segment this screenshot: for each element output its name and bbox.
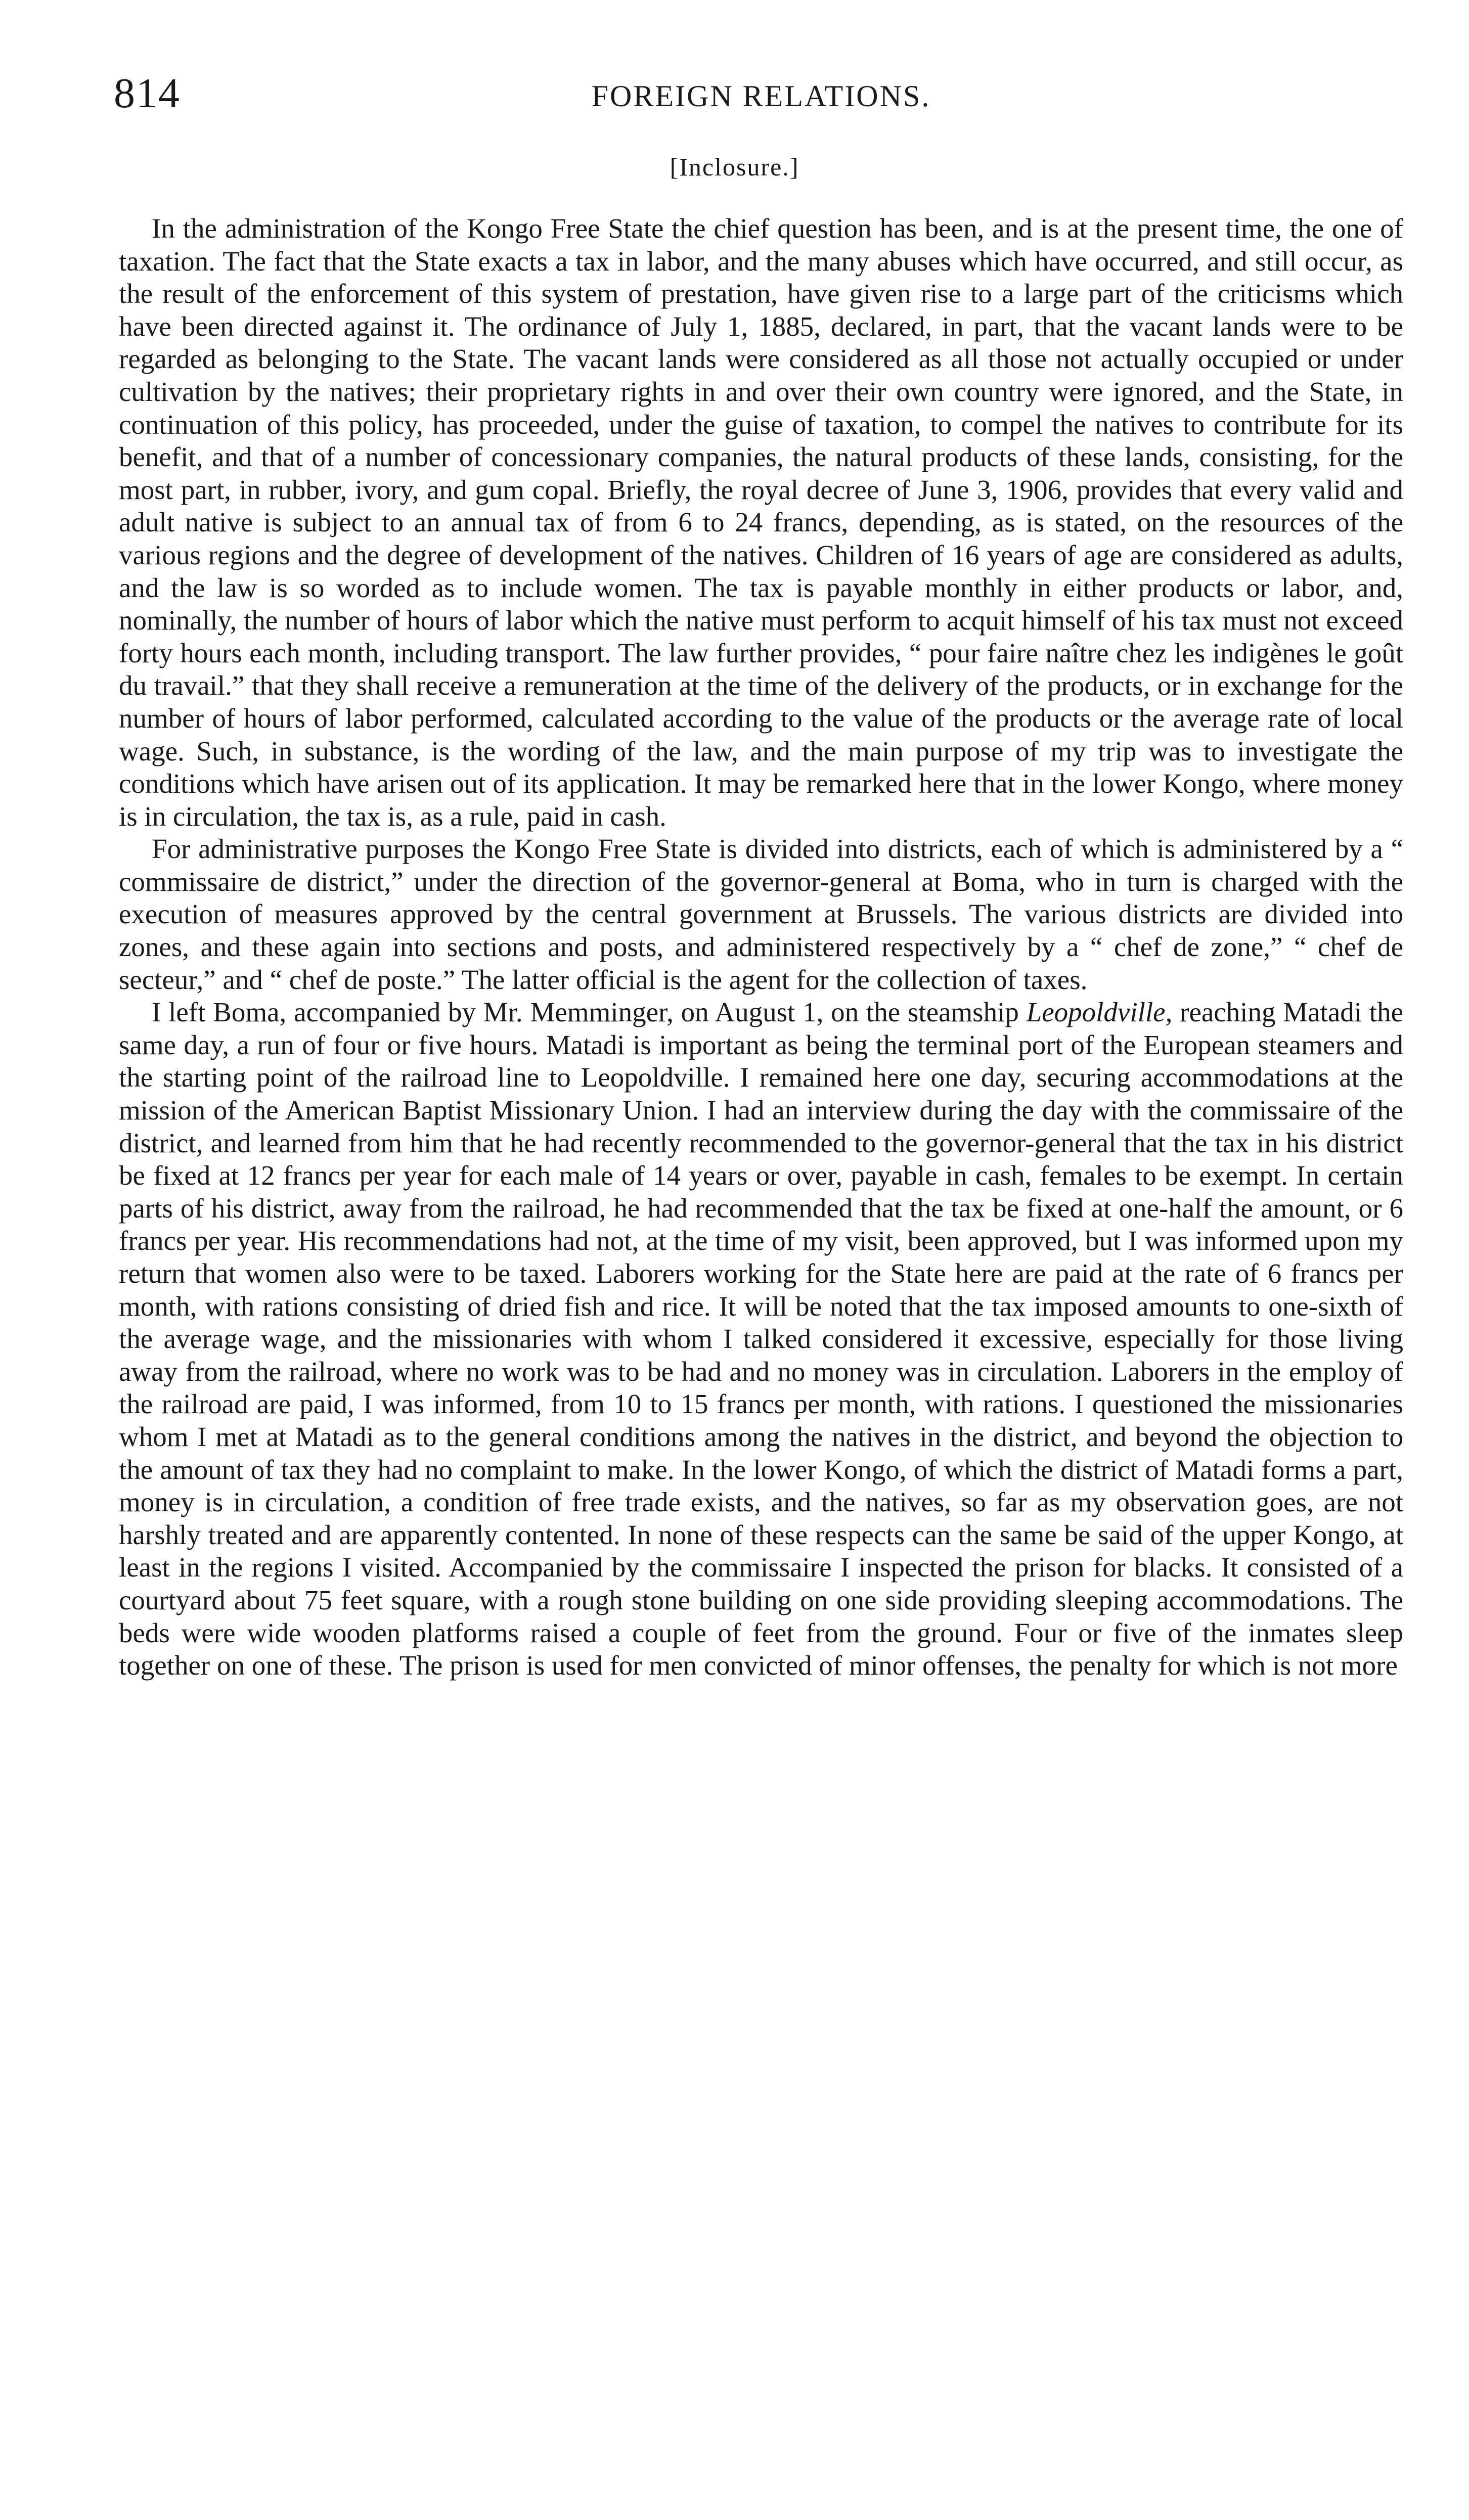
- paragraph-journey-start: I left Boma, accompanied by Mr. Memminger, on August 1, on the steamship: [152, 997, 1019, 1028]
- page-number: 814: [114, 70, 181, 117]
- running-title: FOREIGN RELATIONS.: [591, 79, 931, 113]
- paragraph-taxation: In the administration of the Kongo Free State the chief question has been, and is at the present time, the one of taxation. The fact that the State exacts a tax in labor, and the many abuses which have occurred, and still occur, as the result of the enforcement of this system of prestation, have given rise to a large part of the criticisms which have been directed against it. The ordinance of July 1, 1885, declared, in part, that the vacant lands were to be regarded as belonging to the State. The vacant lands were considered as all those not actually occupied or under cultivation by the natives; their proprietary rights in and over their own country were ignored, and the State, in continuation of this policy, has proceeded, under the guise of taxation, to compel the natives to contribute for its benefit, and that of a number of concessionary companies, the natural products of these lands, consisting, for the most part, in rubber, ivory, and gum copal. Briefly, the royal decree of June 3, 1906, provides that every valid and adult native is subject to an annual tax of from 6 to 24 francs, depending, as is stated, on the resources of the various regions and the degree of development of the natives. Children of 16 years of age are considered as adults, and the law is so worded as to include women. The tax is payable monthly in either products or labor, and, nominally, the number of hours of labor which the native must perform to acquit himself of his tax must not exceed forty hours each month, including transport. The law further provides, “ pour faire naître chez les indigènes le goût du travail.” that they shall receive a remuneration at the time of the delivery of the products, or in exchange for the number of hours of labor performed, calculated according to the value of the products or the average rate of local wage. Such, in substance, is the wording of the law, and the main purpose of my trip was to investigate the conditions which have arisen out of its application. It may be remarked here that in the lower Kongo, where money is in circulation, the tax is, as a rule, paid in cash.: [119, 213, 1403, 832]
- paragraph-journey-rest: reaching Matadi the same day, a run of four or five hours. Matadi is important as being the terminal port of the European steamers and the starting point of the railroad line to Leopoldville. I remained here one day, securing accommodations at the mission of the American Baptist Missionary Union. I had an interview during the day with the commissaire of the district, and learned from him that he had recently recommended to the governor-general that the tax in his district be fixed at 12 francs per year for each male of 14 years or over, payable in cash, females to be exempt. In certain parts of his district, away from the railroad, he had recommended that the tax be fixed at one-half the amount, or 6 francs per year. His recommendations had not, at the time of my visit, been approved, but I was informed upon my return that women also were to be taxed. Laborers working for the State here are paid at the rate of 6 francs per month, with rations consisting of dried fish and rice. It will be noted that the tax imposed amounts to one-sixth of the average wage, and the missionaries with whom I talked considered it excessive, especially for those living away from the railroad, where no work was to be had and no money was in circulation. Laborers in the employ of the railroad are paid, I was informed, from 10 to 15 francs per month, with rations. I questioned the missionaries whom I met at Matadi as to the general conditions among the natives in the district, and beyond the objection to the amount of tax they had no complaint to make. In the lower Kongo, of which the district of Matadi forms a part, money is in circulation, a condition of free trade exists, and the natives, so far as my observation goes, are not harshly treated and are apparently contented. In none of these respects can the same be said of the upper Kongo, at least in the regions I visited. Accompanied by the commissaire I inspected the prison for blacks. It consisted of a courtyard about 75 feet square, with a rough stone building on one side providing sleeping accommodations. The beds were wide wooden platforms raised a couple of feet from the ground. Four or five of the inmates sleep together on one of these. The prison is used for men convicted of minor offenses, the penalty for which is not more: [119, 997, 1403, 1681]
- paragraph-journey: [119, 996, 1403, 1682]
- ship-name: Leopoldville,: [1026, 997, 1173, 1028]
- body-text: [119, 212, 1403, 1682]
- inclosure-label: [Inclosure.]: [670, 153, 799, 181]
- page-header: [114, 66, 1408, 121]
- paragraph-administration: For administrative purposes the Kongo Free State is divided into districts, each of which is administered by a “ commissaire de district,” under the direction of the governor-general at Boma, who in turn is charged with the execution of measures approved by the central government at Brussels. The various districts are divided into zones, and these again into sections and posts, and administered respectively by a “ chef de zone,” “ chef de secteur,” and “ chef de poste.” The latter official is the agent for the collection of taxes.: [119, 833, 1403, 995]
